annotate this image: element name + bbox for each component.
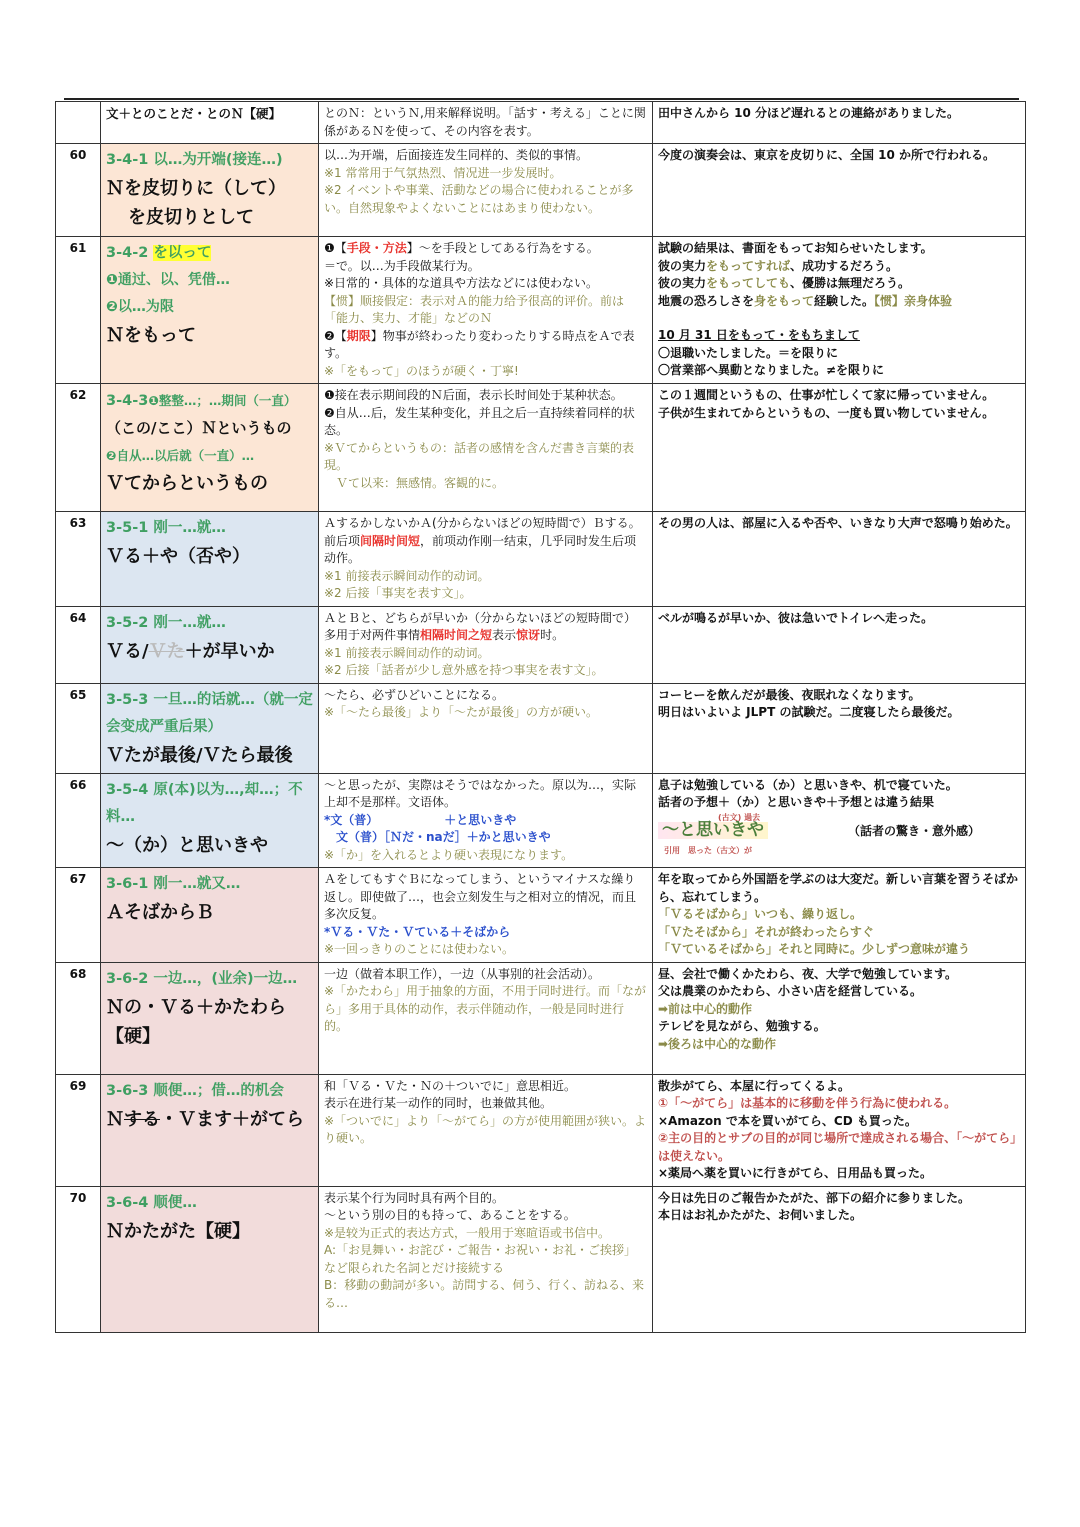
omoikiya-image xyxy=(658,812,768,855)
pattern-part: ・Ｖます＋がてら xyxy=(160,1108,304,1130)
row-number: 65 xyxy=(56,683,101,773)
meaning-cell xyxy=(319,962,653,1074)
example-sentence: 散歩がてら、本屋に行ってくるよ。 xyxy=(658,1078,851,1093)
meaning-cell xyxy=(319,144,653,237)
example-sentence xyxy=(658,293,1020,311)
example-part: 彼の実力 xyxy=(658,276,707,290)
pattern-struck: する xyxy=(124,1108,160,1130)
note: B：移動の動詞が多い。訪問する、伺う、行く、訪ねる、来る… xyxy=(324,1278,644,1310)
example-cell xyxy=(653,683,1026,773)
table-row xyxy=(56,773,1026,868)
meaning-text xyxy=(324,610,647,645)
keyword-red: 惊讶 xyxy=(516,628,541,642)
logo-tag: (古文) 過去 xyxy=(718,812,761,822)
row-number: 60 xyxy=(56,144,101,237)
row-number: 64 xyxy=(56,606,101,683)
note: ※2 イベントや事業、活動などの場合に使われることが多い。自然現象やよくないことにはあまり使わない。 xyxy=(324,183,634,215)
keyword-red: 相隔时间之短 xyxy=(420,628,493,642)
example-note: 「Ｖるそばから」いつも、繰り返し。 xyxy=(658,907,863,921)
pattern-alt: を皮切りとして xyxy=(128,207,254,228)
table-row xyxy=(56,512,1026,607)
grammar-table xyxy=(55,101,1026,1333)
grammar-point xyxy=(101,1186,319,1332)
grammar-code: 3-6-4 顺便… xyxy=(106,1194,197,1211)
meaning-part: ＡとＢと、どちらが早いか（分からないほどの短時間で）多用于对两件事情 xyxy=(324,610,637,642)
example-sentence xyxy=(658,258,1020,276)
example-part: 経験した。 xyxy=(814,293,875,308)
table-row xyxy=(56,962,1026,1074)
example-sentence: 父は農業のかたわら、小さい店を経営している。 xyxy=(658,984,923,998)
example-sentence: 昼、会社で働くかたわら、夜、大学で勉強しています。 xyxy=(658,966,958,981)
note: 【惯】顺接假定：表示对Ａ的能力给予很高的评价。前は「能力、実力、才能」などのＮ xyxy=(324,293,625,325)
note: Ｖて以来：無感情。客観的に。 xyxy=(336,475,505,490)
pattern xyxy=(106,1105,313,1134)
row-number: 67 xyxy=(56,868,101,963)
meaning-text: ～と思ったが、実際はそうではなかった。原以为…，实际上却不是那样。文语体。 xyxy=(324,777,637,809)
conjugation-rule: *Ｖる・Ｖた・Ｖている＋そばから xyxy=(324,924,511,939)
meaning-cell xyxy=(319,683,653,773)
example-cell xyxy=(653,773,1026,868)
pattern: Ｎの・Ｖる＋かたわら xyxy=(106,996,286,1018)
example-sentence: 〇営業部へ異動となりました。≠を限りに xyxy=(658,363,885,377)
example-part: 地震の恐ろしさを xyxy=(658,293,755,308)
row-number xyxy=(56,102,101,144)
grammar-code: 3-6-3 顺便…；借…的机会 xyxy=(106,1082,284,1099)
keyword-red: 间隔时间短 xyxy=(360,533,421,548)
meaning-cell xyxy=(319,102,653,144)
note: ※2 后接「事実を表す文」。 xyxy=(324,586,472,600)
keyword-red: 手段・方法 xyxy=(346,241,407,255)
example-sentence: ×Amazon で本を買いがてら、CD も買った。 xyxy=(658,1113,917,1128)
row-number: 61 xyxy=(56,237,101,384)
pattern: Ｖたが最後/Ｖたら最後 xyxy=(106,744,293,766)
meaning-text xyxy=(324,240,647,258)
logo-tag: 引用 思った（古文）が xyxy=(664,845,752,855)
grammar-code: 3-6-1 刚一…就又… xyxy=(106,876,241,892)
example-note: （話者の驚き・意外感） xyxy=(848,823,981,838)
example-cell xyxy=(653,606,1026,683)
meaning-text xyxy=(324,515,647,568)
example-highlight: 身をもって xyxy=(754,293,815,308)
note: ※「をもって」のほうが硬く・丁寧! xyxy=(324,363,519,378)
example-sentence: 10 月 31 日をもって・をもちまして xyxy=(658,328,860,342)
pattern: Ｖてからというもの xyxy=(106,473,268,494)
note: ※1 前接表示瞬间动作的动词。 xyxy=(324,645,490,660)
meaning-part: ＡするかしないかＡ(分からないほどの短時間で）Ｂする。前后项 xyxy=(324,516,641,548)
note: ※2 后接「話者が少し意外感を持つ事実を表す文」。 xyxy=(324,663,604,677)
example-note: ➡後ろは中心的な動作 xyxy=(658,1036,777,1051)
example-cell xyxy=(653,102,1026,144)
meaning-text-tail: 】～を手段としてある行為をする。 xyxy=(406,241,599,255)
example-note: ➡前は中心的動作 xyxy=(658,1001,753,1016)
table-row xyxy=(56,237,1026,384)
example-note: 「Ｖているそばから」それと同時に。少しずつ意味が違う xyxy=(658,942,971,956)
example-part: 彼の実力 xyxy=(658,258,707,273)
example-cell xyxy=(653,868,1026,963)
pattern: Ｎをもって xyxy=(106,325,196,346)
usage-1: ❶通过、以、凭借… xyxy=(106,272,230,288)
bracket-text: ❷【 xyxy=(324,328,347,343)
example-sentence: その男の人は、部屋に入るや否や、いきなり大声で怒鳴り始めた。 xyxy=(658,516,1018,530)
meaning-text: とのＮ：というＮ,用来解释说明。「話す・考える」ことに関係があるＮを使って、その内容を表す。 xyxy=(324,106,646,138)
grammar-point xyxy=(101,683,319,773)
usage-rule: ②主の目的とサブの目的が同じ場所で達成される場合、「～がてら」は使えない。 xyxy=(658,1131,1017,1163)
table-row xyxy=(56,868,1026,963)
example-sentence: ベルが鳴るが早いか、彼は急いでトイレへ走った。 xyxy=(658,610,934,625)
grammar-code: 3-5-1 刚一…就… xyxy=(106,520,226,536)
table-row xyxy=(56,1074,1026,1186)
example-note: 【惯】亲身体验 xyxy=(874,293,953,308)
pattern xyxy=(106,637,313,666)
note: ※一回っきりのことには使わない。 xyxy=(324,942,515,956)
meaning-text: ❷自从…后，发生某种变化，并且之后一直持续着同样的状态。 xyxy=(324,405,635,437)
grammar-code: 3-4-1 以…为开端(接连…) xyxy=(106,152,283,168)
grammar-point xyxy=(101,384,319,512)
example-part: 、成功するだろう。 xyxy=(790,258,899,273)
example-note: 「Ｖたそばから」それが終わったらすぐ xyxy=(658,924,874,939)
grammar-code-number: 3-4-3 xyxy=(106,393,149,409)
meaning-text: 和「Ｖる・Ｖた・Ｎの＋ついでに」意思相近。 xyxy=(324,1078,577,1093)
grammar-code: 3-5-3 一旦…的话就…（就一定会变成严重后果） xyxy=(106,691,313,735)
example-part: 、優勝は無理だろう。 xyxy=(790,276,911,290)
logo-word: ～と思いきや xyxy=(658,822,768,840)
meaning-text: ❶接在表示期间段的Ｎ后面，表示长时间处于某种状态。 xyxy=(324,388,623,402)
grammar-point xyxy=(101,962,319,1074)
meaning-part: ，前项动作刚一结束，几乎同时发生后项动作。 xyxy=(324,533,637,565)
pattern: Ｖる＋や（否や） xyxy=(106,546,250,567)
grammar-point xyxy=(101,512,319,607)
grammar-code: 3-5-2 刚一…就… xyxy=(106,614,226,631)
grammar-point xyxy=(101,606,319,683)
example-sentence: 話者の予想＋（か）と思いきや＋予想とは違う結果 xyxy=(658,795,935,809)
grammar-point xyxy=(101,102,319,144)
example-sentence: コーヒーを飲んだが最後、夜眠れなくなります。 xyxy=(658,687,921,702)
meaning-cell xyxy=(319,1186,653,1332)
meaning-cell xyxy=(319,1074,653,1186)
note: ※「ついでに」より「～がてら」の方が使用範囲が狭い。より硬い。 xyxy=(324,1113,647,1145)
grammar-code-number: 3-4-2 xyxy=(106,245,154,261)
example-cell xyxy=(653,1074,1026,1186)
note: ※「か」を入れるとより硬い表現になります。 xyxy=(324,847,574,862)
example-cell xyxy=(653,1186,1026,1332)
example-sentence: テレビを見ながら、勉強する。 xyxy=(658,1019,826,1033)
grammar-point xyxy=(101,773,319,868)
pattern-register: 【硬】 xyxy=(106,1025,160,1047)
example-sentence xyxy=(658,275,1020,293)
etymology-graphic xyxy=(658,812,1020,855)
table-row xyxy=(56,1186,1026,1332)
keyword-red: 期限 xyxy=(346,328,371,343)
grammar-code xyxy=(106,240,313,267)
usage-2: ❷以…为限 xyxy=(106,299,174,315)
meaning-text: 表示某个行为同时具有两个目的。 xyxy=(324,1190,505,1205)
note: ※Ｖてからというもの：話者の感情を含んだ書き言葉的表現。 xyxy=(324,440,635,472)
grammar-code xyxy=(106,387,313,415)
example-sentence: 年を取ってから外国語を学ぶのは大変だ。新しい言葉を習うそばから、忘れてしまう。 xyxy=(658,872,1019,904)
pattern-part: Ｖる/ xyxy=(106,640,149,662)
usage-rule: ①「～がてら」は基本的に移動を伴う行為に使われる。 xyxy=(658,1096,957,1110)
meaning-text: ※日常的・具体的な道具や方法などには使わない。 xyxy=(324,276,599,290)
pattern: ＡそばからＢ xyxy=(106,902,214,923)
note: ※是较为正式的表达方式，一般用于寒暄语或书信中。 xyxy=(324,1225,611,1240)
conjugation-rule: *文（普） ＋と思いきや xyxy=(324,812,517,827)
pattern: Ｎを皮切りに（して） xyxy=(106,178,286,199)
meaning-text: ～という別の目的も持って、あることをする。 xyxy=(324,1208,576,1222)
meaning-cell xyxy=(319,237,653,384)
example-sentence: 〇退職いたしました。＝を限りに xyxy=(658,345,839,360)
row-number: 70 xyxy=(56,1186,101,1332)
example-sentence: 今日は先日のご報告かたがた、部下の紹介に参りました。 xyxy=(658,1190,971,1205)
note: ※「～たら最後」より「～たが最後」の方が硬い。 xyxy=(324,705,599,719)
pattern-struck: Ｖた xyxy=(148,640,185,662)
meaning-text: 表示在进行某一动作的同时，也兼做其他。 xyxy=(324,1096,553,1110)
example-cell xyxy=(653,237,1026,384)
row-number: 66 xyxy=(56,773,101,868)
meaning-cell xyxy=(319,868,653,963)
spacer xyxy=(658,310,1020,327)
meaning-cell xyxy=(319,773,653,868)
table-row xyxy=(56,102,1026,144)
table-row xyxy=(56,606,1026,683)
meaning-text: ＝で。以…为手段做某行为。 xyxy=(324,258,480,273)
example-sentence: 本日はお礼かたがた、お伺いました。 xyxy=(658,1208,863,1222)
pattern-part: ＋が早いか xyxy=(184,640,275,662)
usage-2: ❷自从…以后就（一直）… xyxy=(106,448,255,463)
example-sentence: ×薬局へ薬を買いに行きがてら、日用品も買った。 xyxy=(658,1166,933,1180)
note: ※1 前接表示瞬间动作的动词。 xyxy=(324,568,490,583)
example-sentence: 試験の結果は、書面をもってお知らせいたします。 xyxy=(658,241,933,255)
meaning-cell xyxy=(319,606,653,683)
row-number: 68 xyxy=(56,962,101,1074)
example-highlight: をもってしても xyxy=(706,276,791,290)
example-highlight: をもってすれば xyxy=(706,258,791,273)
grammar-code: 3-5-4 原(本)以为…,却…；不料… xyxy=(106,781,303,825)
grammar-code: 3-6-2 一边…，(业余)一边… xyxy=(106,970,298,987)
row-number: 69 xyxy=(56,1074,101,1186)
example-cell xyxy=(653,144,1026,237)
meaning-text: 一边（做着本职工作），一边（从事别的社会活动）。 xyxy=(324,966,601,981)
usage-1: （この/ここ）Ｎというもの xyxy=(106,419,292,437)
row-number: 63 xyxy=(56,512,101,607)
meaning-part: 时。 xyxy=(540,628,565,642)
meaning-part: 表示 xyxy=(492,628,517,642)
table-row xyxy=(56,683,1026,773)
example-sentence: この１週間というもの、仕事が忙しくて家に帰っていません。 xyxy=(658,388,995,402)
note: ※1 常常用于气氛热烈、情况进一步发展时。 xyxy=(324,165,562,180)
grammar-point xyxy=(101,144,319,237)
meaning-cell xyxy=(319,384,653,512)
row-number: 62 xyxy=(56,384,101,512)
example-sentence: 息子は勉強している（か）と思いきや、机で寝ていた。 xyxy=(658,777,958,792)
example-sentence: 田中さんから 10 分ほど遅れるとの連絡がありました。 xyxy=(658,106,960,120)
meaning-cell xyxy=(319,512,653,607)
meaning-text-tail: 】物事が終わったり変わったりする時点をＡで表す。 xyxy=(324,328,635,360)
example-cell xyxy=(653,962,1026,1074)
grammar-point xyxy=(101,868,319,963)
example-cell xyxy=(653,384,1026,512)
meaning-text: 以…为开端，后面接连发生同样的、类似的事情。 xyxy=(324,148,589,162)
note: ※「かたわら」用于抽象的方面，不用于同时进行。而「ながら」多用于具体的动作，表示伴随动作，一般是同时进行的。 xyxy=(324,984,647,1033)
meaning-text: ＡをしてもすぐＢになってしまう、というマイナスな繰り返し。即使做了…，也会立刻发生与之相对立的情况，而且多次反复。 xyxy=(324,872,637,921)
meaning-text: ～たら、必ずひどいことになる。 xyxy=(324,687,505,702)
example-sentence: 明日はいよいよ JLPT の試験だ。二度寝したら最後だ。 xyxy=(658,705,960,719)
pattern: 文＋とのことだ・とのＮ【硬】 xyxy=(106,106,282,121)
top-rule xyxy=(64,98,1019,100)
conjugation-rule: 文（普）［Ｎだ・naだ］＋かと思いきや xyxy=(336,830,551,844)
grammar-point xyxy=(101,1074,319,1186)
grammar-code-desc: ❶整整…；…期间（一直） xyxy=(148,393,297,408)
bracket-text: ❶【 xyxy=(324,241,347,255)
example-sentence: 今度の演奏会は、東京を皮切りに、全国 10 か所で行われる。 xyxy=(658,148,996,162)
pattern: ～（か）と思いきや xyxy=(106,834,268,856)
meaning-text xyxy=(324,328,647,363)
table-row xyxy=(56,384,1026,512)
grammar-point xyxy=(101,237,319,384)
example-cell xyxy=(653,512,1026,607)
table-row xyxy=(56,144,1026,237)
grammar-code-highlight: を以って xyxy=(153,245,212,261)
pattern-part: Ｎ xyxy=(106,1108,124,1130)
example-sentence: 子供が生まれてからというもの、一度も買い物していません。 xyxy=(658,405,995,420)
pattern: Ｎかたがた【硬】 xyxy=(106,1220,250,1242)
note: A:「お見舞い・お詫び・ご報告・お祝い・お礼・ご挨拶」など限られた名詞とだけ接続する xyxy=(324,1243,637,1275)
